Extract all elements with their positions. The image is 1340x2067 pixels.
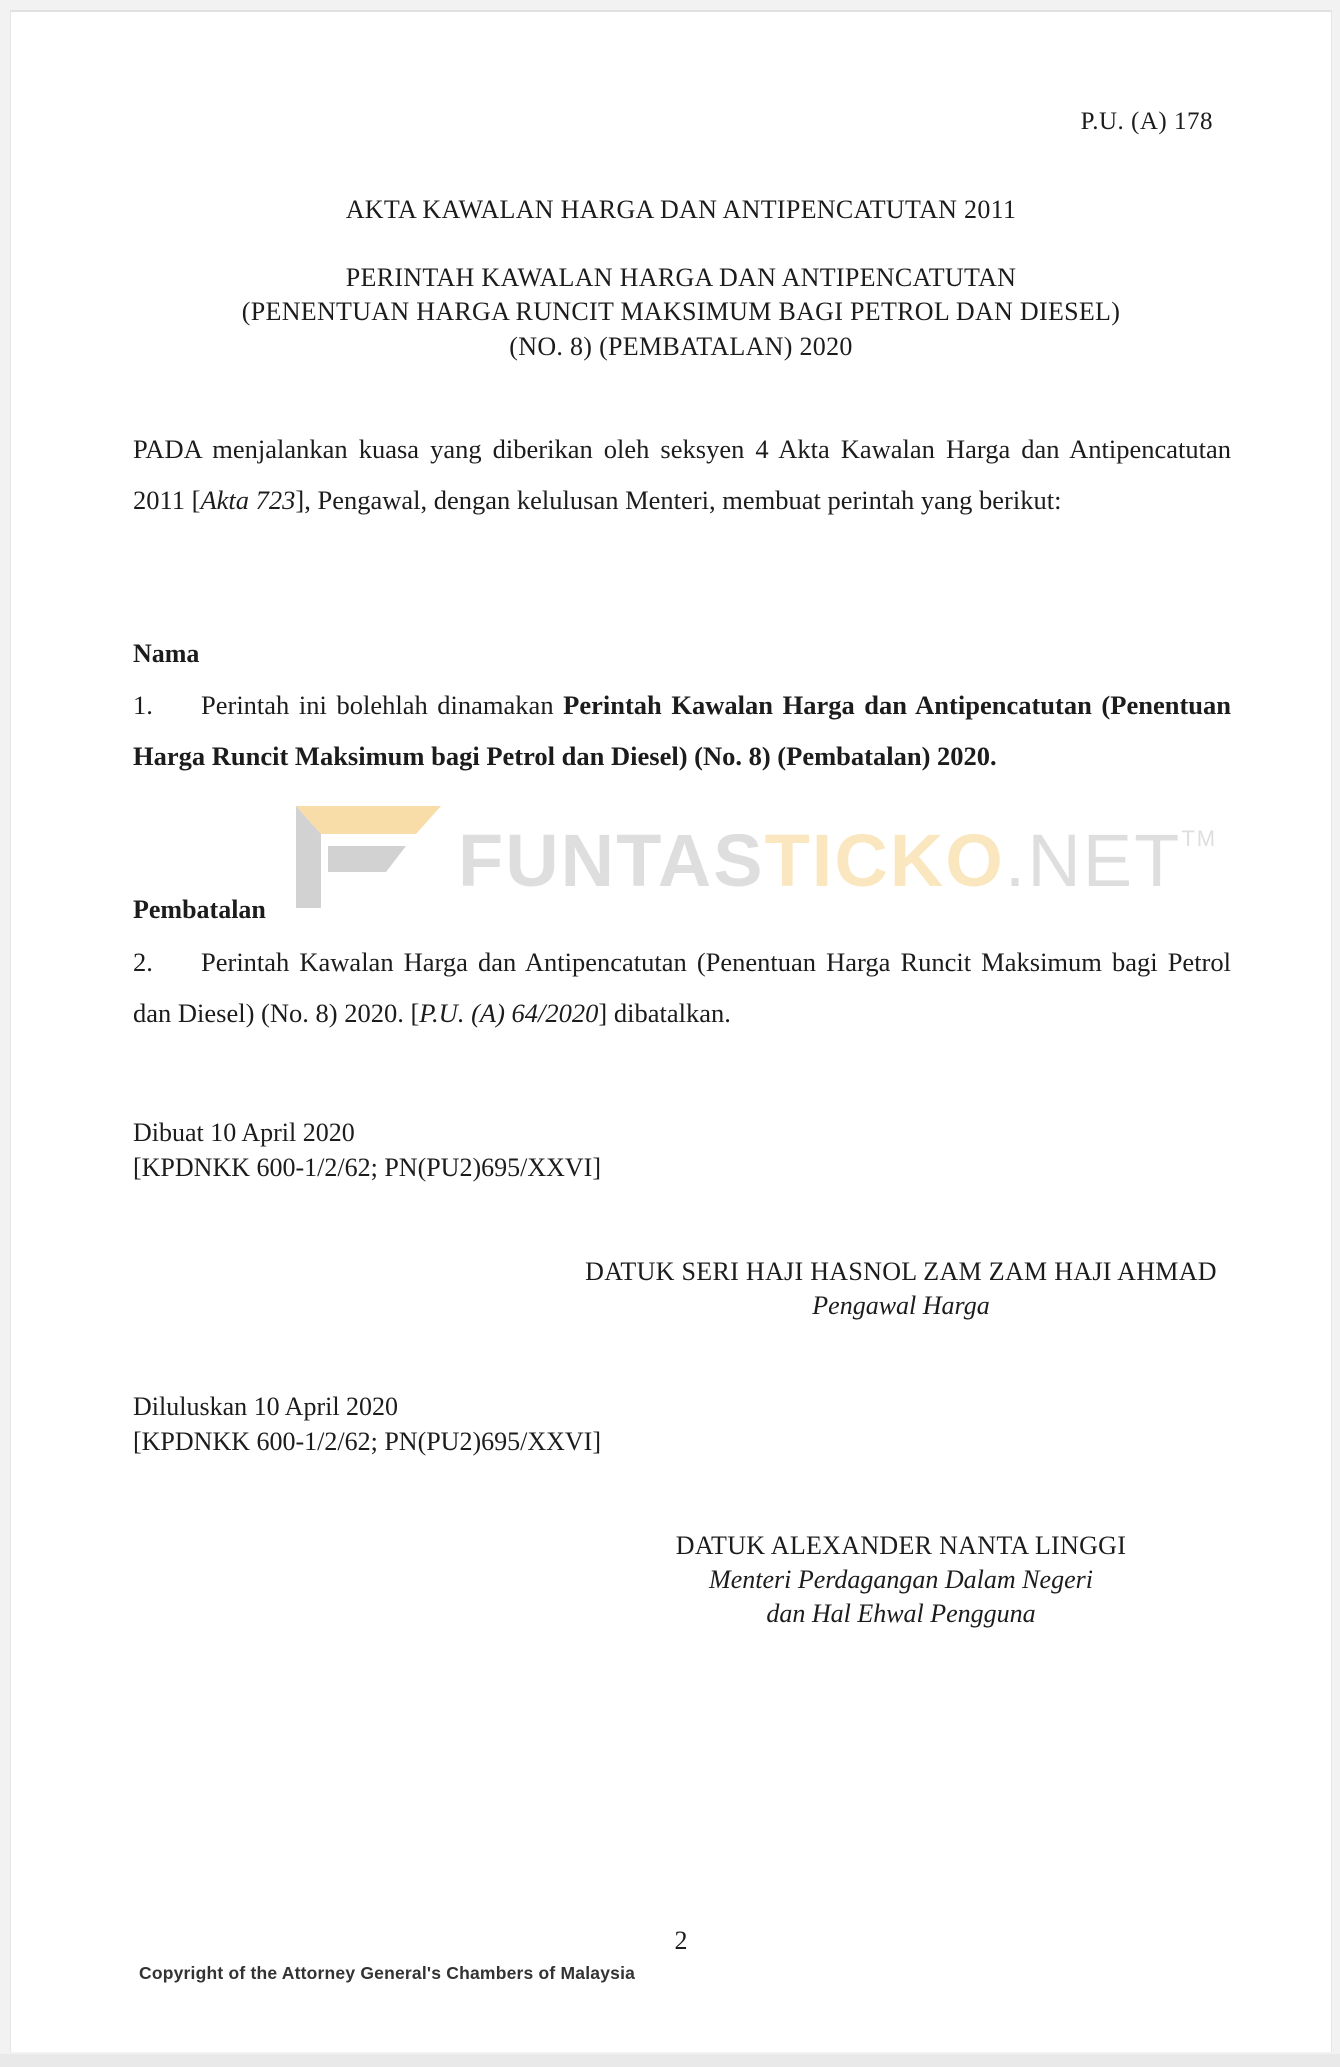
- section-2-paragraph: [133, 937, 1231, 1039]
- watermark-text-part-3: .NET: [1004, 819, 1182, 902]
- made-date: Dibuat 10 April 2020: [133, 1118, 355, 1147]
- section-1-number: 1.: [133, 690, 153, 720]
- order-title-line-3: (NO. 8) (PEMBATALAN) 2020: [509, 332, 853, 361]
- page-number: 2: [674, 1926, 688, 1955]
- signatory-1-title: Pengawal Harga: [812, 1291, 990, 1320]
- pu-reference: P.U. (A) 178: [1080, 108, 1213, 135]
- section-1-text: Perintah ini bolehlah dinamakan: [201, 690, 564, 720]
- section-2-text: Perintah Kawalan Harga dan Antipencatutan (Penentuan Harga Runcit Maksimum bagi Petrol dan Diesel) (No. 8) 2020. [: [133, 947, 1231, 1028]
- preamble-text: PADA menjalankan kuasa yang diberikan oleh seksyen 4 Akta Kawalan Harga dan Antipencatutan 2011 [: [133, 434, 1231, 515]
- approved-reference: [KPDNKK 600-1/2/62; PN(PU2)695/XXVI]: [133, 1427, 601, 1456]
- signatory-1-name: DATUK SERI HAJI HASNOL ZAM ZAM HAJI AHMAD: [585, 1257, 1217, 1286]
- watermark-text-part-1: FUNTAS: [458, 819, 765, 902]
- order-title-line-2: (PENENTUAN HARGA RUNCIT MAKSIMUM BAGI PETROL DAN DIESEL): [241, 297, 1121, 326]
- preamble-text-end: ], Pengawal, dengan kelulusan Menteri, membuat perintah yang berikut:: [295, 485, 1062, 515]
- order-title-line-1: PERINTAH KAWALAN HARGA DAN ANTIPENCATUTAN: [345, 263, 1017, 292]
- section-1-heading: Nama: [133, 639, 200, 668]
- section-2-text-end: ] dibatalkan.: [598, 998, 731, 1028]
- made-reference: [KPDNKK 600-1/2/62; PN(PU2)695/XXVI]: [133, 1153, 601, 1182]
- copyright-notice: Copyright of the Attorney General's Chambers of Malaysia: [139, 1963, 636, 1983]
- section-2-heading: Pembatalan: [133, 895, 266, 924]
- document-page: [10, 10, 1332, 2052]
- signatory-2-name: DATUK ALEXANDER NANTA LINGGI: [675, 1531, 1127, 1560]
- signatory-2-title-line-1: Menteri Perdagangan Dalam Negeri: [709, 1565, 1093, 1594]
- section-1-order-name: Perintah Kawalan Harga dan Antipencatutan (Penentuan Harga Runcit Maksimum bagi Petrol dan Diesel) (No. 8) (Pembatalan) 2020.: [133, 690, 1231, 771]
- watermark-text: [458, 818, 1217, 903]
- approved-date: Diluluskan 10 April 2020: [133, 1392, 399, 1421]
- section-2-pu-reference: P.U. (A) 64/2020: [419, 998, 599, 1028]
- watermark-logo-icon: [276, 786, 446, 916]
- section-1-paragraph: [133, 680, 1231, 782]
- section-2-number: 2.: [133, 947, 153, 977]
- preamble-paragraph: [133, 424, 1231, 526]
- signatory-2-title-line-2: dan Hal Ehwal Pengguna: [766, 1599, 1036, 1628]
- bottom-border: [0, 2054, 1340, 2067]
- watermark-text-part-2: TICKO: [764, 819, 1005, 902]
- watermark-trademark: TM: [1181, 826, 1218, 851]
- preamble-act-reference: Akta 723: [200, 485, 296, 515]
- act-title: AKTA KAWALAN HARGA DAN ANTIPENCATUTAN 2011: [345, 195, 1017, 224]
